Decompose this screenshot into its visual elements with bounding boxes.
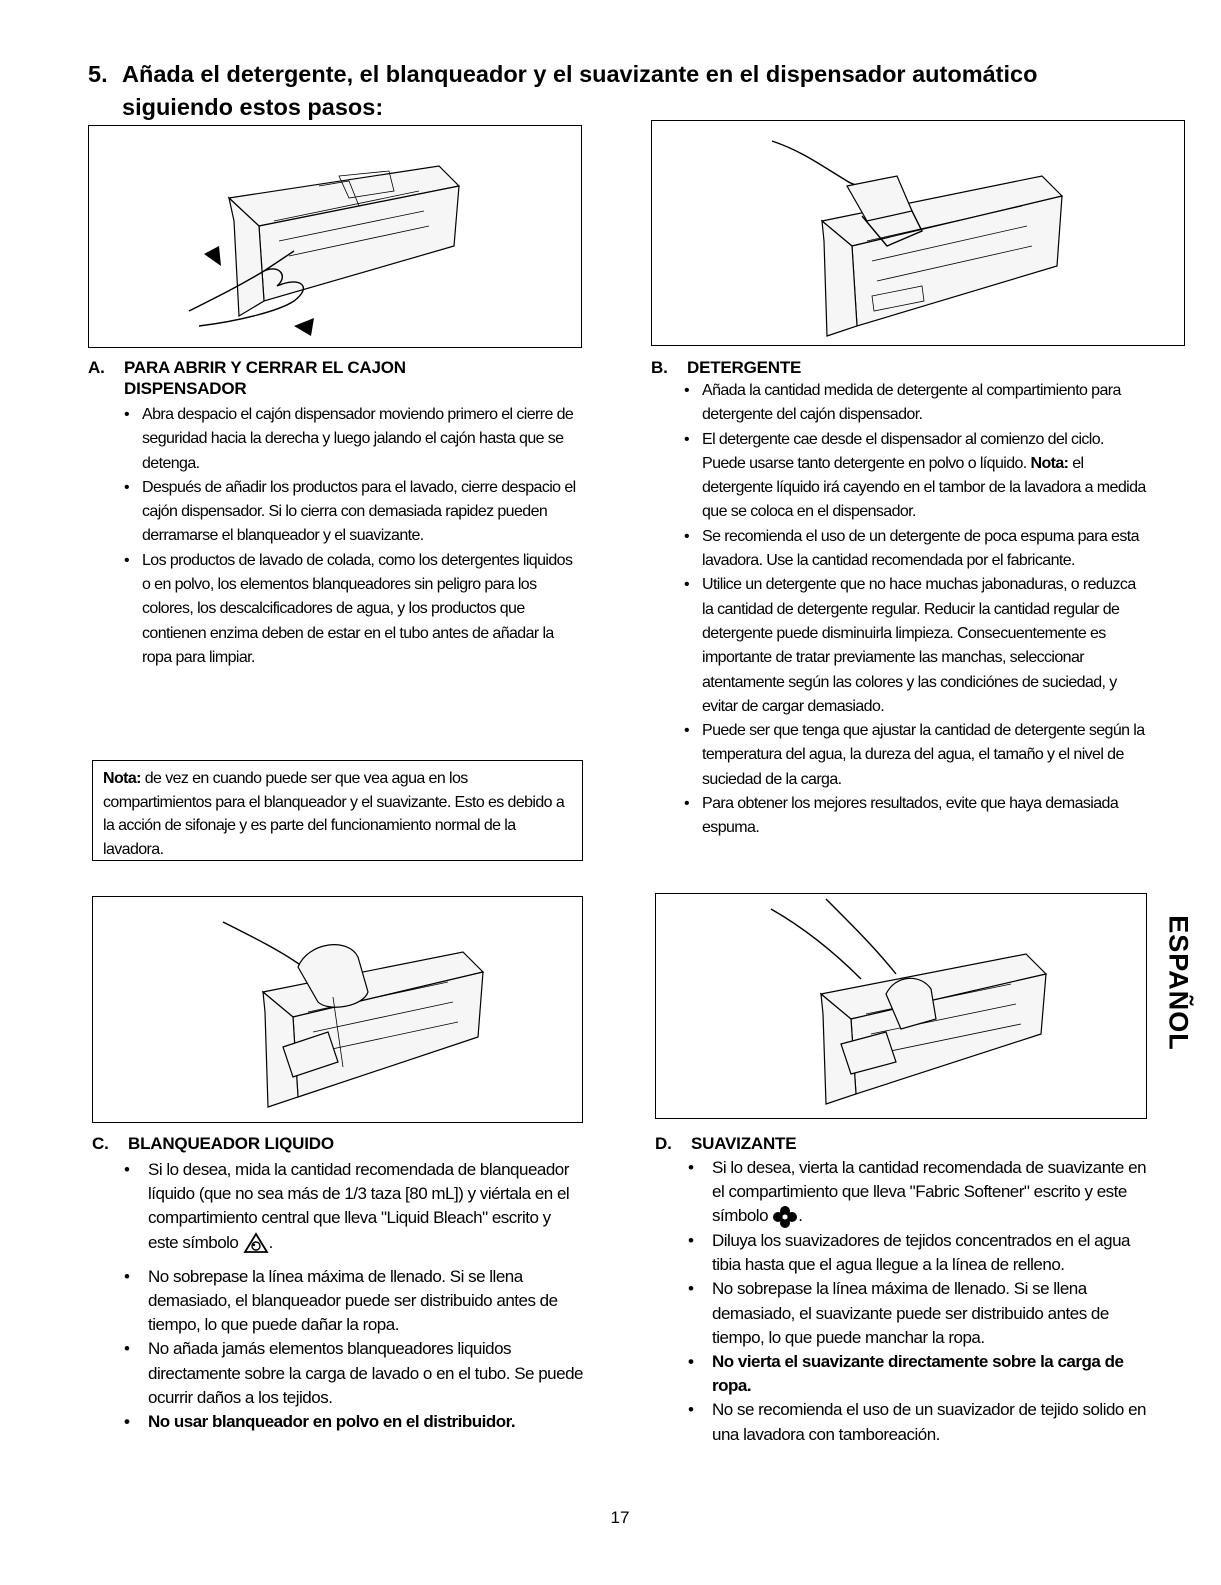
section-b-bullet: • Utilice un detergente que no hace muchas jabonaduras, o reduzca la cantidad de detergente regular. Reducir la cantidad regular de detergente puede disminuirla limpieza. Consecuentemente es importante de tratar previamente las manchas, seleccionar atentamente según las colores y las condiciónes de suciedad, y evitar de cargar demasiado.: [684, 573, 1148, 719]
section-d-bullet: • Diluya los suavizadores de tejidos concentrados en el agua tibia hasta que el agua llegue a la línea de relleno.: [688, 1229, 1152, 1277]
page-number: 17: [610, 1508, 630, 1527]
section-c-letter: C.: [92, 1134, 109, 1153]
section-d-list: [688, 1156, 1152, 1447]
section-c-list: [124, 1158, 584, 1434]
section-b-bullet-text: El detergente cae desde el dispensador al comienzo del ciclo. Puede usarse tanto detergente en polvo o líquido.: [702, 430, 1104, 472]
section-a-title: [88, 357, 588, 399]
section-b-list: [684, 379, 1148, 841]
detergent-scoop-drawing: [652, 121, 1183, 344]
step-heading-line1: Añada el detergente, el blanqueador y el suavizante en el dispensador automático: [122, 61, 1038, 87]
illustration-add-bleach: [92, 896, 583, 1123]
section-d-bullet: [688, 1156, 1152, 1229]
section-b-title-text: DETERGENTE: [687, 358, 802, 377]
section-a-list: [124, 403, 576, 670]
section-b-note-label: Nota:: [1030, 454, 1069, 472]
section-b-bullet: • Puede ser que tenga que ajustar la cantidad de detergente según la temperatura del agua, la dureza del agua, el tamaño y el nivel de suciedad de la carga.: [684, 719, 1148, 792]
section-c-bullet: • No añada jamás elementos blanqueadores liquidos directamente sobre la carga de lavado o en el tubo. Se puede ocurrir daños a los tejidos.: [124, 1337, 584, 1410]
section-d-period: .: [798, 1206, 803, 1226]
section-b-bullet: [684, 428, 1148, 525]
section-a-title-line2: DISPENSADOR: [124, 379, 247, 398]
section-b-bullet: • Añada la cantidad medida de detergente al compartimiento para detergente del cajón dispensador.: [684, 379, 1148, 428]
section-c-title-text: BLANQUEADOR LIQUIDO: [128, 1134, 334, 1153]
section-c-period: .: [268, 1232, 273, 1252]
section-b-letter: B.: [651, 358, 668, 377]
section-d-letter: D.: [655, 1134, 672, 1153]
section-d-bullet-warning: • No vierta el suavizante directamente sobre la carga de ropa.: [688, 1350, 1152, 1398]
drawer-hand-pull-drawing: [89, 126, 580, 346]
section-d-bullet: • No se recomienda el uso de un suavizador de tejido solido en una lavadora con tamboreación.: [688, 1398, 1152, 1446]
section-c-title: [92, 1133, 592, 1154]
section-c-bullet-warning: • No usar blanqueador en polvo en el distribuidor.: [124, 1410, 584, 1434]
section-c-bullet-text: Si lo desea, mida la cantidad recomendada de blanqueador líquido (que no sea más de 1/3 taza [80 mL]) y viértala en el compartimiento central que lleva "Liquid Bleach" escrito y este símbolo: [148, 1160, 570, 1252]
section-d-title: [655, 1133, 1155, 1154]
language-side-tab: [1163, 905, 1193, 1060]
section-b-bullet: • Se recomienda el uso de un detergente de poca espuma para esta lavadora. Use la cantidad recomendada por el fabricante.: [684, 525, 1148, 574]
illustration-open-drawer: [88, 125, 582, 348]
section-b-title: [651, 357, 1151, 378]
bleach-triangle-icon: [243, 1232, 269, 1254]
section-a-title-line1: PARA ABRIR Y CERRAR EL CAJON: [124, 358, 406, 377]
section-a-letter: A.: [88, 358, 105, 377]
section-c-bullet: [124, 1158, 584, 1255]
section-a-bullet: • Abra despacio el cajón dispensador moviendo primero el cierre de seguridad hacia la derecha y luego jalando el cajón hasta que se detenga.: [124, 403, 576, 476]
section-a-bullet: • Después de añadir los productos para el lavado, cierre despacio el cajón dispensador. Si lo cierra con demasiada rapidez pueden derramarse el blanqueador y el suavizante.: [124, 476, 576, 549]
illustration-add-detergent: [651, 120, 1185, 346]
language-side-tab-label: ESPAÑOL: [1163, 914, 1194, 1051]
section-b-bullet: • Para obtener los mejores resultados, evite que haya demasiada espuma.: [684, 792, 1148, 841]
note-label: Nota:: [103, 770, 141, 787]
note-text: de vez en cuando puede ser que vea agua en los compartimientos para el blanqueador y el suavizante. Esto es debido a la acción de sifonaje y es parte del funcionamiento normal de la lavadora.: [103, 770, 565, 858]
section-c-bullet: • No sobrepase la línea máxima de llenado. Si se llena demasiado, el blanqueador puede ser distribuido antes de tiempo, lo que puede dañar la ropa.: [124, 1265, 584, 1338]
flower-icon: [772, 1205, 798, 1229]
section-d-title-text: SUAVIZANTE: [691, 1134, 797, 1153]
step-heading-line2: siguiendo estos pasos:: [122, 94, 384, 120]
illustration-add-softener: [655, 893, 1147, 1119]
note-box: [92, 760, 583, 861]
step-number: 5.: [88, 61, 108, 87]
softener-pour-drawing: [656, 894, 1145, 1117]
section-a-bullet: • Los productos de lavado de colada, como los detergentes liquidos o en polvo, los elementos blanqueadores sin peligro para los colores, los descalcificadores de agua, y los productos que contienen enzima deben de estar en el tubo antes de añadar la ropa para limpiar.: [124, 549, 576, 670]
bleach-pour-drawing: [93, 897, 581, 1121]
section-d-bullet: • No sobrepase la línea máxima de llenado. Si se llena demasiado, el suavizante puede ser distribuido antes de tiempo, lo que puede manchar la ropa.: [688, 1277, 1152, 1350]
section-b-note-text: el detergente líquido irá cayendo en el tambor de la lavadora a medida que se coloca en el dispensador.: [702, 454, 1146, 521]
section-d-bullet-text: Si lo desea, vierta la cantidad recomendada de suavizante en el compartimiento que lleva "Fabric Softener" escrito y este símbolo: [712, 1158, 1147, 1226]
